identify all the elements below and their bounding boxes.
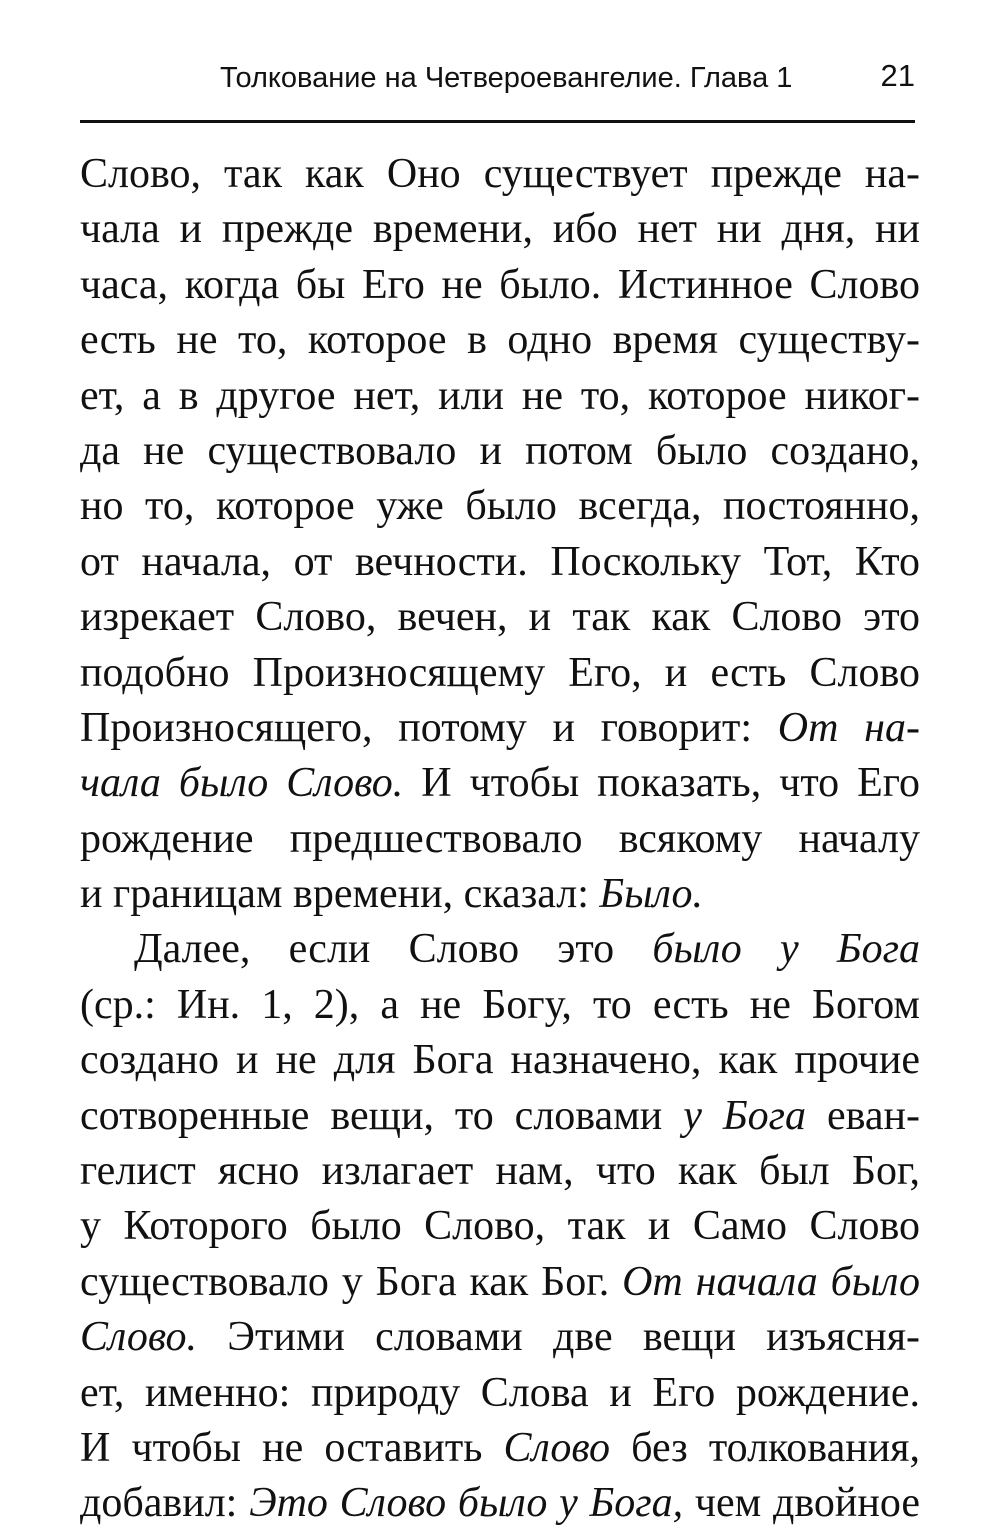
text-segment: чала и прежде времени, ибо нет ни дня, ни: [80, 206, 920, 253]
italic-quote: было у Бога: [652, 926, 920, 973]
text-segment: есть не то, которое в одно время существу-: [80, 317, 920, 364]
text-segment: Произносящего, потому и говорит:: [80, 704, 778, 751]
text-segment: без толкования,: [610, 1424, 920, 1471]
text-line: [80, 535, 920, 590]
text-line: [80, 479, 920, 534]
text-segment: Слово, так как Оно существует прежде на-: [80, 151, 920, 197]
text-line: [80, 1255, 920, 1310]
text-line: [80, 1421, 920, 1476]
header-rule: [80, 120, 915, 123]
text-segment: ет, а в другое нет, или не то, которое никог-: [80, 372, 920, 419]
text-segment: существовало у Бога как Бог.: [80, 1258, 623, 1305]
text-segment: изрекает Слово, вечен, и так как Слово это: [80, 594, 920, 641]
text-line: [80, 202, 920, 257]
text-line: [80, 1144, 920, 1199]
text-segment: добавил:: [80, 1480, 250, 1527]
text-line: [80, 1366, 920, 1421]
text-line: [80, 978, 920, 1033]
text-segment: Далее, если Слово это: [134, 926, 653, 973]
text-line: [80, 646, 920, 701]
text-segment: создано и не для Бога назначено, как прочие: [80, 1037, 920, 1084]
italic-quote: От начала было: [622, 1258, 921, 1305]
text-line: [80, 1089, 920, 1144]
text-line: [80, 147, 920, 202]
text-line: [80, 812, 920, 867]
text-segment: Этими словами две вещи изъясня-: [197, 1314, 920, 1361]
text-line: [80, 1199, 920, 1254]
italic-quote: От на-: [777, 704, 921, 751]
text-line: [80, 1476, 920, 1531]
text-line: [80, 701, 920, 756]
text-segment: но то, которое уже было всегда, постоянно,: [80, 483, 920, 530]
text-segment: чем двойное: [683, 1480, 920, 1527]
text-segment: да не существовало и потом было создано,: [80, 427, 920, 474]
text-line: [80, 590, 920, 645]
text-segment: у Которого было Слово, так и Само Слово: [80, 1203, 920, 1250]
text-line: [80, 1033, 920, 1088]
italic-quote: у Бога: [683, 1092, 806, 1139]
body-text: [80, 147, 920, 1532]
text-segment: и границам времени, сказал:: [80, 871, 600, 918]
italic-quote: Это Слово было у Бога,: [249, 1480, 684, 1527]
italic-quote: Слово: [503, 1424, 611, 1471]
page-number: 21: [880, 58, 915, 93]
text-line: [80, 922, 920, 977]
text-line: [80, 424, 920, 479]
text-segment: (ср.: Ин. 1, 2), а не Богу, то есть не Богом: [80, 981, 920, 1028]
text-line: [80, 756, 920, 811]
text-segment: ет, именно: природу Слова и Его рождение.: [80, 1369, 920, 1416]
running-title: Толкование на Четвероевангелие. Глава 1: [220, 62, 793, 94]
italic-quote: Было.: [599, 871, 703, 918]
text-segment: от начала, от вечности. Поскольку Тот, Кто: [80, 538, 920, 585]
text-line: [80, 313, 920, 368]
text-line: [80, 369, 920, 424]
text-line: [80, 867, 920, 922]
text-segment: И чтобы показать, что Его: [403, 760, 920, 807]
running-head: [80, 56, 915, 104]
text-segment: еван-: [805, 1092, 920, 1139]
text-segment: рождение предшествовало всякому началу: [80, 815, 920, 862]
text-line: [80, 258, 920, 313]
text-segment: И чтобы не оставить: [80, 1424, 504, 1471]
italic-quote: Слово.: [80, 1314, 198, 1361]
text-segment: подобно Произносящему Его, и есть Слово: [80, 649, 920, 696]
text-segment: часа, когда бы Его не было. Истинное Слово: [80, 261, 920, 308]
text-segment: гелист ясно излагает нам, что как был Бог,: [80, 1148, 920, 1195]
text-segment: сотворенные вещи, то словами: [80, 1092, 684, 1139]
text-line: [80, 1310, 920, 1365]
italic-quote: чала было Слово.: [80, 760, 404, 807]
